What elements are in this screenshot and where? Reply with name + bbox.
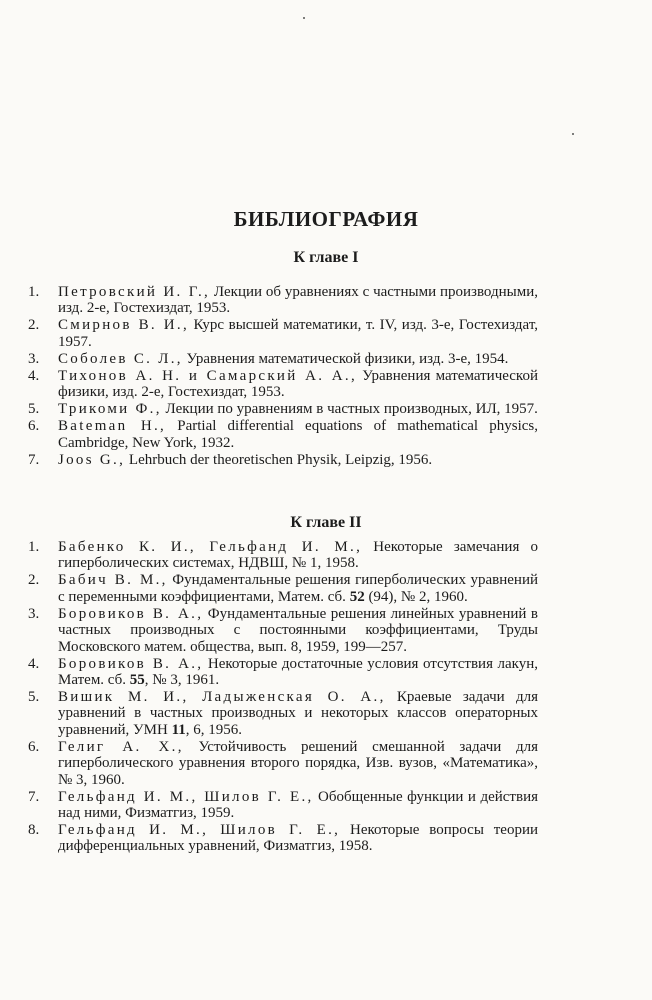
reference-text-tail: , 6, 1956. — [185, 721, 242, 738]
reference-item — [28, 452, 538, 468]
reference-author: Bateman H., — [58, 418, 167, 435]
reference-item — [28, 539, 538, 572]
chapter-2-heading: К главе II — [290, 514, 362, 531]
reference-text: Фундаментальные решения линейных уравнений в частных производных с постоянными коэффициентами, Труды Московского матем. общества, вып. 8, 1959, 199—257. — [58, 605, 539, 655]
reference-item — [28, 572, 538, 605]
reference-item — [28, 656, 538, 689]
reference-author: Боровиков В. А., — [58, 655, 204, 672]
print-speck — [572, 133, 574, 135]
reference-number: 1. — [28, 539, 40, 555]
page-title: БИБЛИОГРАФИЯ — [233, 207, 419, 231]
reference-author: Joos G., — [58, 451, 126, 468]
reference-number: 4. — [28, 655, 40, 672]
reference-item — [28, 401, 538, 417]
reference-text: Обобщенные функции и действия над ними, Физматгиз, 1959. — [58, 788, 538, 822]
reference-item — [28, 822, 538, 855]
reference-number: 1. — [28, 284, 40, 300]
reference-author: Вишик М. И., Ладыженская О. А., — [58, 689, 386, 706]
print-speck — [303, 17, 305, 19]
reference-number: 8. — [28, 822, 40, 839]
reference-text: Partial differential equations of mathematical physics, Cambridge, New York, 1932. — [58, 418, 538, 451]
journal-volume: 52 — [349, 588, 365, 605]
reference-item — [28, 317, 538, 350]
reference-item — [28, 689, 538, 738]
reference-author: Гельфанд И. М., Шилов Г. Е., — [58, 822, 341, 839]
reference-text: Некоторые замечания о гиперболических системах, НДВШ, № 1, 1958. — [58, 539, 538, 572]
reference-number: 2. — [28, 317, 40, 334]
reference-text-tail: (94), № 2, 1960. — [364, 588, 468, 605]
reference-text: Устойчивость решений смешанной задачи для гиперболического уравнения второго порядка, Изв. вузов, «Математика», № 3, 1960. — [58, 738, 538, 788]
reference-item — [28, 739, 538, 788]
reference-number: 2. — [28, 572, 40, 589]
reference-item — [28, 418, 538, 451]
reference-text: Некоторые вопросы теории дифференциальных уравнений, Физматгиз, 1958. — [58, 822, 538, 855]
reference-number: 3. — [28, 605, 40, 622]
reference-number: 7. — [28, 451, 40, 468]
reference-author: Боровиков В. А., — [58, 605, 204, 622]
chapter-1-heading: К главе I — [293, 249, 359, 266]
reference-number: 5. — [28, 689, 40, 706]
reference-number: 7. — [28, 788, 40, 805]
reference-text: Уравнения математической физики, изд. 3-е, 1954. — [182, 350, 509, 367]
reference-text: Lehrbuch der theoretischen Physik, Leipzig, 1956. — [125, 451, 433, 468]
reference-number: 4. — [28, 367, 40, 384]
chapter-2-references — [28, 539, 538, 855]
reference-item — [28, 606, 538, 655]
reference-text: Курс высшей математики, т. IV, изд. 3-е, Гостехиздат, 1957. — [58, 317, 539, 350]
reference-number: 5. — [28, 401, 40, 418]
reference-text: Фундаментальные решения гиперболических уравнений с переменными коэффициентами, Матем. сб. — [58, 572, 538, 605]
reference-author: Бабенко К. И., Гельфанд И. М., — [58, 539, 363, 555]
reference-item — [28, 284, 538, 317]
reference-author: Тихонов А. Н. и Самарский А. А., — [58, 367, 357, 384]
reference-author: Гельфанд И. М., Шилов Г. Е., — [58, 788, 314, 805]
reference-text: Краевые задачи для уравнений в частных производных и некоторых классов операторных уравнений, УМН — [58, 689, 539, 738]
reference-item — [28, 368, 538, 401]
reference-author: Трикоми Ф., — [58, 401, 162, 418]
reference-item — [28, 351, 538, 367]
reference-text: Лекции об уравнениях с частными производными, изд. 2-е, Гостехиздат, 1953. — [58, 284, 538, 317]
reference-item — [28, 789, 538, 822]
reference-author: Бабич В. М., — [58, 572, 168, 589]
reference-text: Лекции по уравнениям в частных производных, ИЛ, 1957. — [161, 401, 538, 418]
reference-text: Некоторые достаточные условия отсутствия лакун, Матем. сб. — [58, 655, 539, 689]
reference-text-tail: , № 3, 1961. — [144, 672, 220, 689]
reference-author: Гелиг А. Х., — [58, 738, 184, 755]
reference-author: Петровский И. Г., — [58, 284, 211, 300]
journal-volume: 11 — [171, 721, 186, 738]
reference-number: 6. — [28, 418, 40, 435]
reference-number: 3. — [28, 350, 40, 367]
chapter-1-references — [28, 284, 538, 469]
reference-number: 6. — [28, 738, 40, 755]
reference-text: Уравнения математической физики, изд. 2-е, Гостехиздат, 1953. — [58, 367, 538, 401]
reference-author: Смирнов В. И., — [58, 317, 189, 334]
reference-author: Соболев С. Л., — [58, 350, 183, 367]
journal-volume: 55 — [129, 672, 145, 689]
